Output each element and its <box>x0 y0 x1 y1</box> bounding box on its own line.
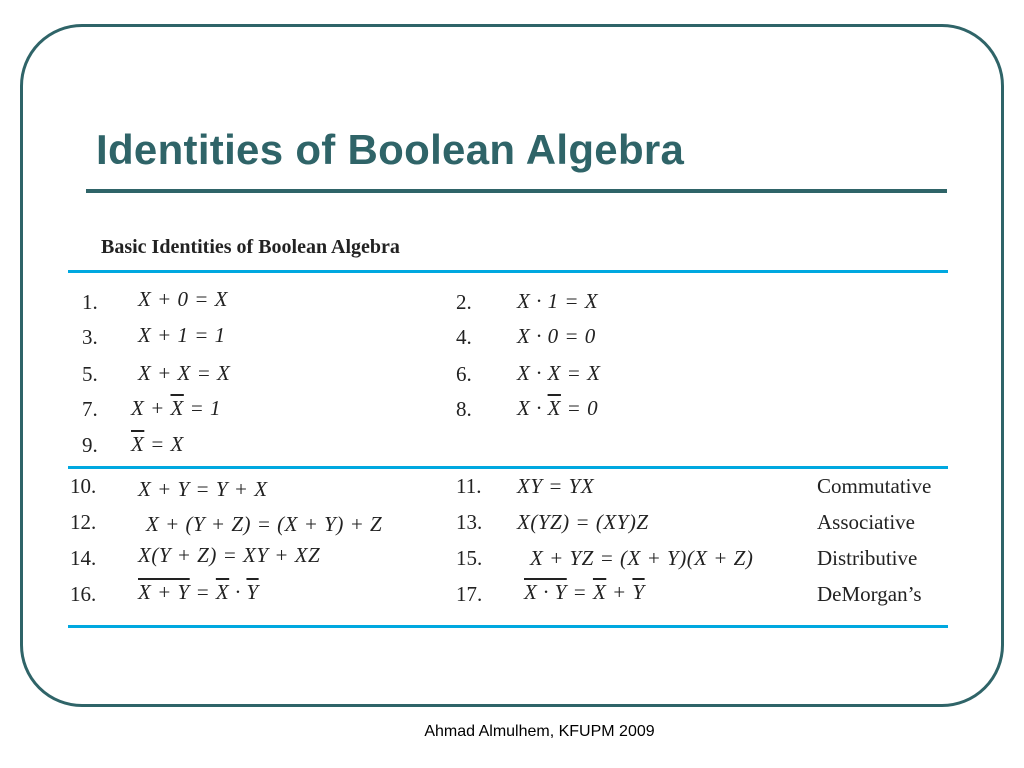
identity-expression: XY = YX <box>517 474 595 498</box>
identity-number: 12. <box>70 510 97 534</box>
identity-number: 17. <box>456 582 483 606</box>
identity-expression: X + YZ = (X + Y)(X + Z) <box>530 546 754 570</box>
identity-expression: $X + Y = \overline{X} \cdot \overline{Y}$ <box>138 580 259 604</box>
identity-number: 6. <box>456 362 472 386</box>
identity-number: 5. <box>82 362 98 386</box>
table-top-rule <box>68 270 948 273</box>
identity-expression: X · 0 = 0 <box>517 324 596 348</box>
table-middle-rule <box>68 466 948 469</box>
identity-expression: $X \cdot Y = \overline{X} + \overline{Y}$ <box>524 580 645 604</box>
law-label: Commutative <box>817 474 932 498</box>
identity-number: 2. <box>456 290 472 314</box>
identity-expression: $X \cdot \overline{X} = 0$ <box>517 396 599 420</box>
identity-number: 13. <box>456 510 483 534</box>
identity-expression: $\overline{X} = X$ <box>131 432 184 456</box>
identity-number: 15. <box>456 546 483 570</box>
law-label: Distributive <box>817 546 918 570</box>
law-label: Associative <box>817 510 915 534</box>
slide-title: Identities of Boolean Algebra <box>96 126 685 173</box>
identity-number: 16. <box>70 582 97 606</box>
identity-expression: X + 0 = X <box>138 287 228 311</box>
identity-expression: X(Y + Z) = XY + XZ <box>138 543 321 567</box>
table-bottom-rule <box>68 625 948 628</box>
identity-number: 1. <box>82 290 98 314</box>
law-label: DeMorgan’s <box>817 582 922 606</box>
identity-number: 4. <box>456 325 472 349</box>
identity-expression: X(YZ) = (XY)Z <box>517 510 649 534</box>
identity-number: 8. <box>456 397 472 421</box>
table-caption: Basic Identities of Boolean Algebra <box>101 236 400 258</box>
identity-number: 3. <box>82 325 98 349</box>
identity-expression: X · 1 = X <box>517 289 599 313</box>
identity-expression: X + 1 = 1 <box>138 323 226 347</box>
identity-number: 7. <box>82 397 98 421</box>
identity-expression: X · X = X <box>517 361 601 385</box>
title-underline <box>86 189 947 193</box>
identity-number: 11. <box>456 474 482 498</box>
footer-credit: Ahmad Almulhem, KFUPM 2009 <box>424 723 655 740</box>
identity-expression: X + Y = Y + X <box>138 477 268 501</box>
identity-expression: $X + \overline{X} = 1$ <box>131 396 221 420</box>
identity-number: 9. <box>82 433 98 457</box>
identity-number: 10. <box>70 474 97 498</box>
identity-expression: X + X = X <box>138 361 231 385</box>
identity-number: 14. <box>70 546 97 570</box>
identity-expression: X + (Y + Z) = (X + Y) + Z <box>146 512 383 536</box>
